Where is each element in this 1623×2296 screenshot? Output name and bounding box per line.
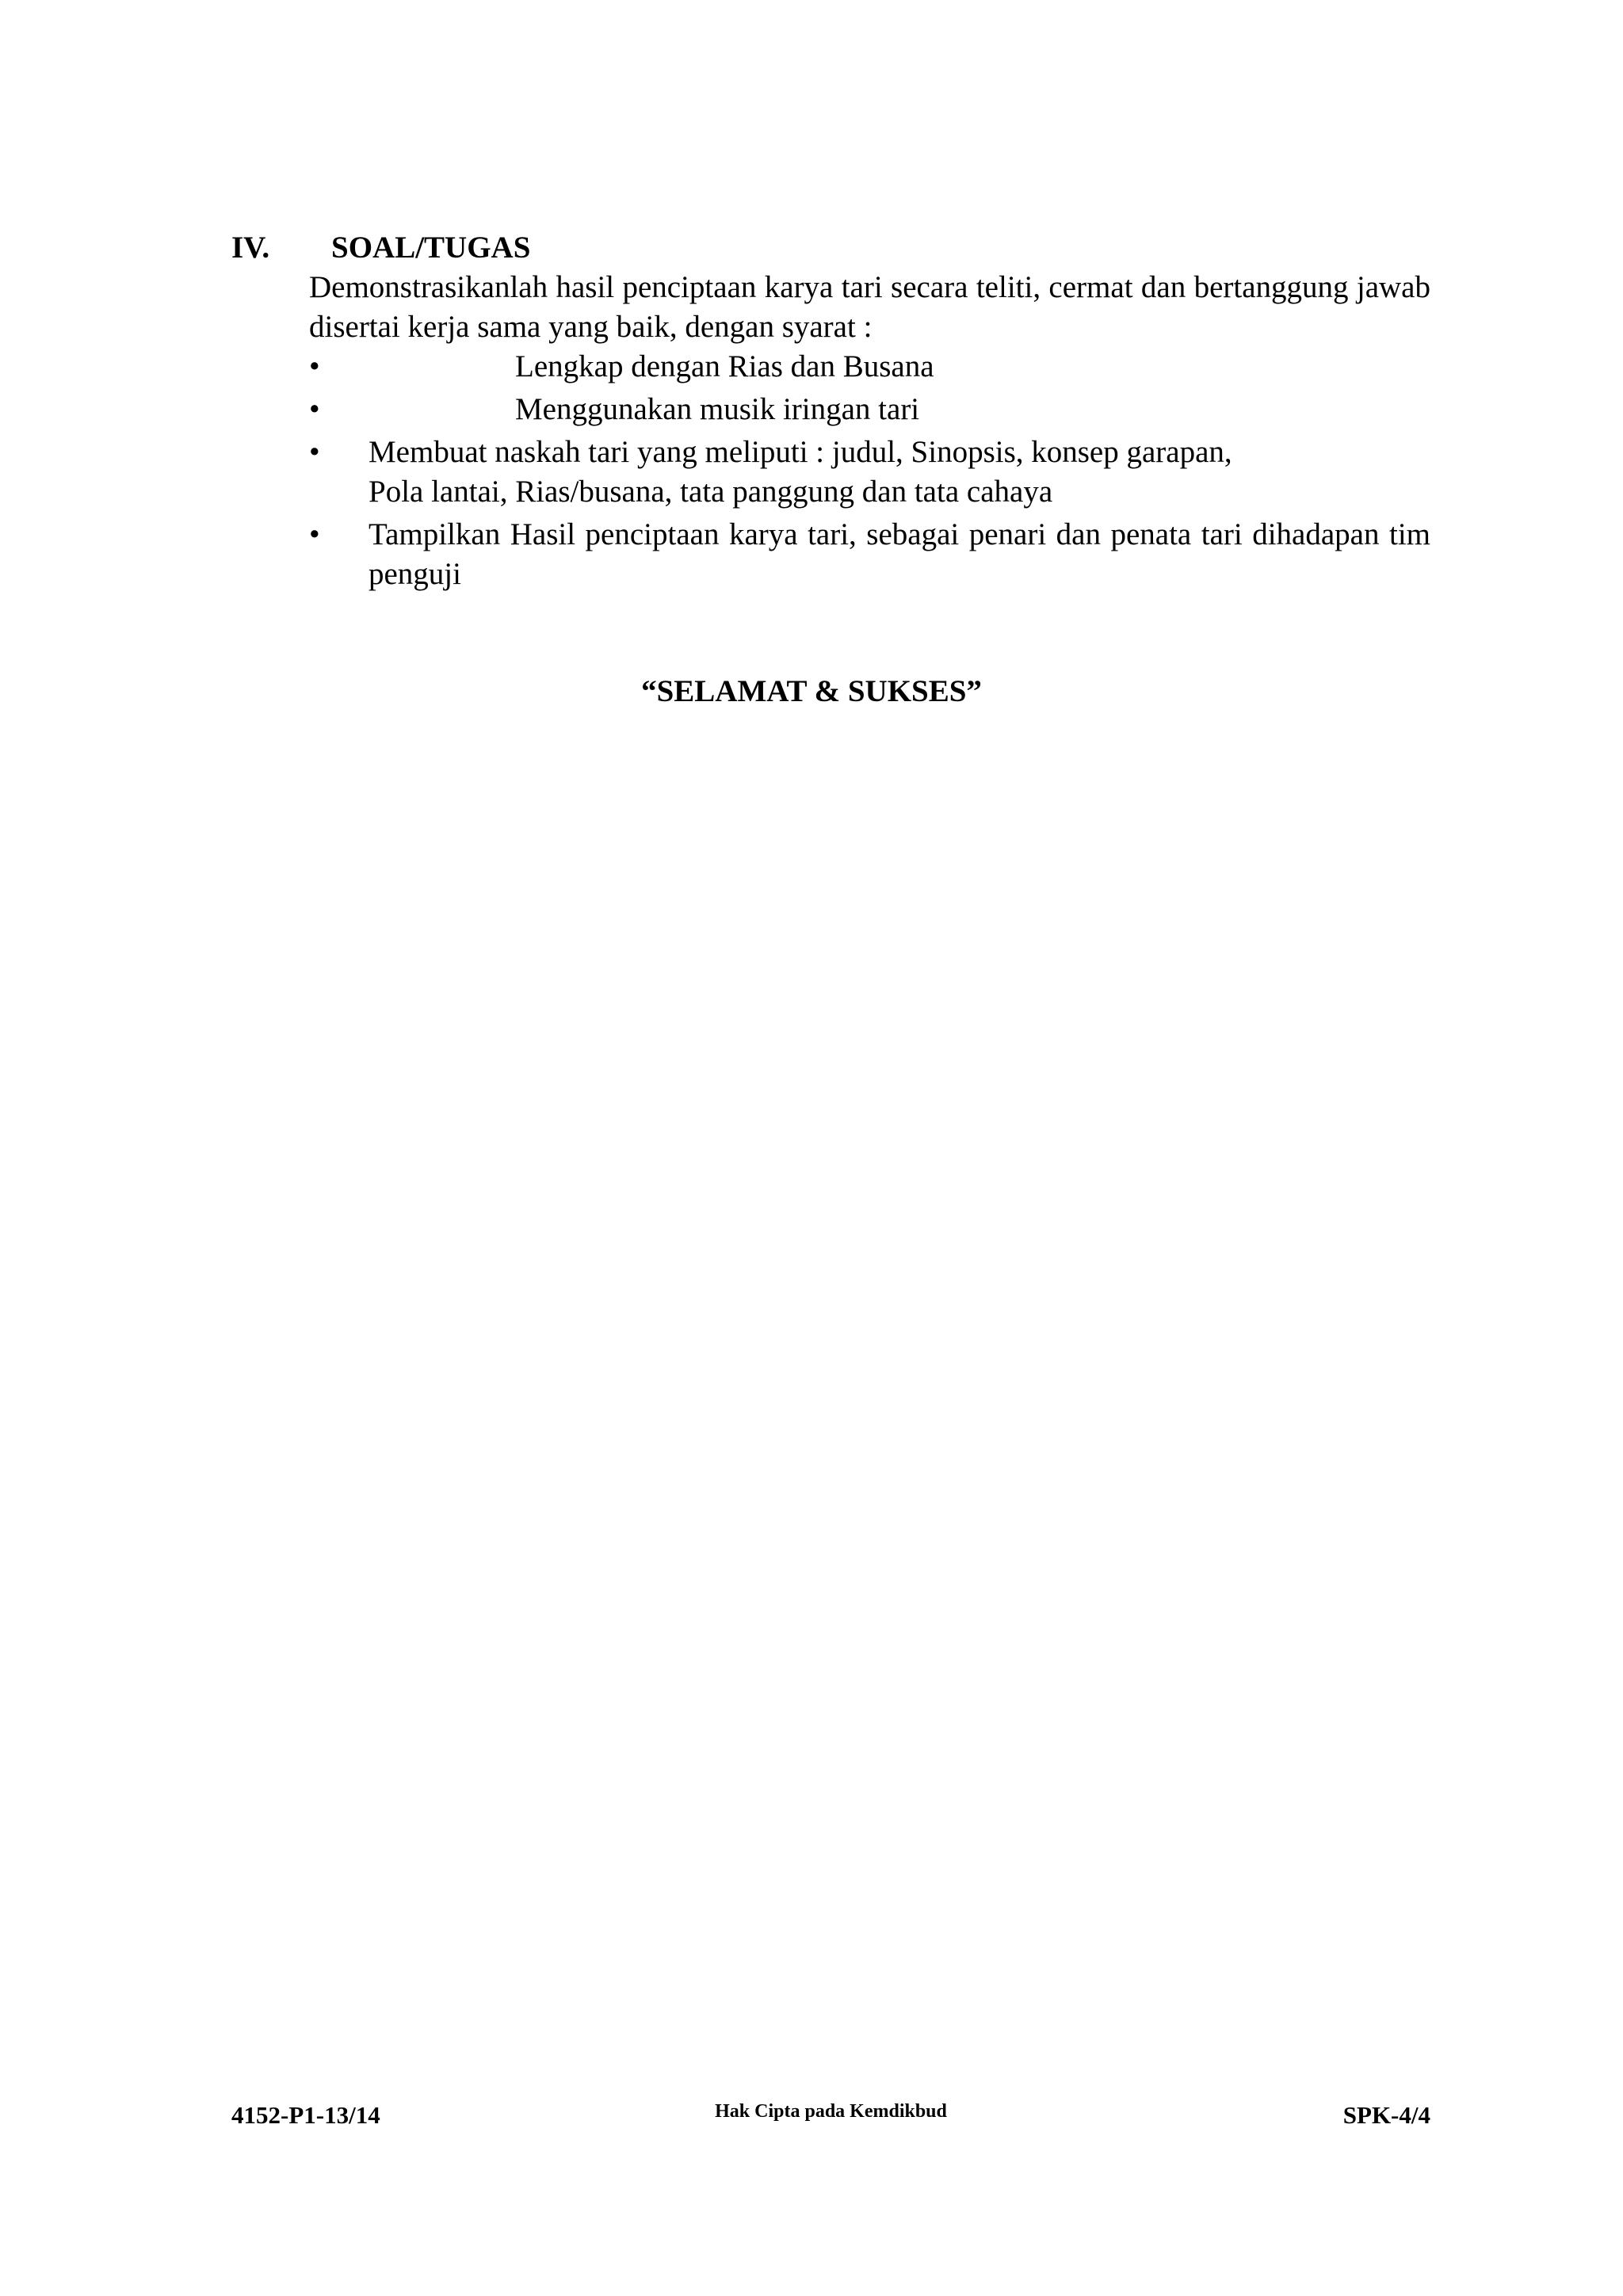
bullet-icon: •	[309, 517, 320, 551]
page-number: SPK-4/4	[1342, 2101, 1430, 2129]
requirement-makeup-costume: Lengkap dengan Rias dan Busana	[515, 349, 934, 383]
section-title: SOAL/TUGAS	[331, 231, 531, 265]
list-item	[309, 347, 1430, 387]
document-code: 4152-P1-13/14	[231, 2101, 380, 2129]
section-number: IV.	[231, 231, 270, 265]
requirement-music: Menggunakan musik iringan tari	[515, 392, 920, 426]
page-footer	[231, 2100, 1430, 2139]
requirement-dance-script-continued: Pola lantai, Rias/busana, tata panggung dan tata cahaya	[369, 475, 1053, 509]
requirement-performance: Tampilkan Hasil penciptaan karya tari, sebagai penari dan penata tari dihadapan tim penguji	[369, 517, 1430, 591]
bullet-icon: •	[309, 349, 320, 383]
list-item	[309, 515, 1430, 594]
requirement-dance-script: Membuat naskah tari yang meliputi : judul, Sinopsis, konsep garapan,	[369, 435, 1232, 469]
closing-message: “SELAMAT & SUKSES”	[641, 674, 982, 708]
list-item	[309, 390, 1430, 429]
section-heading	[231, 228, 530, 268]
bullet-icon: •	[309, 392, 320, 426]
task-instructions: Demonstrasikanlah hasil penciptaan karya tari secara teliti, cermat dan bertanggung jawab disertai kerja sama yang baik, dengan syarat :	[309, 270, 1430, 344]
list-item	[309, 433, 1430, 512]
copyright-notice: Hak Cipta pada Kemdikbud	[715, 2101, 947, 2122]
requirements-list	[309, 347, 1430, 597]
bullet-icon: •	[309, 435, 320, 469]
